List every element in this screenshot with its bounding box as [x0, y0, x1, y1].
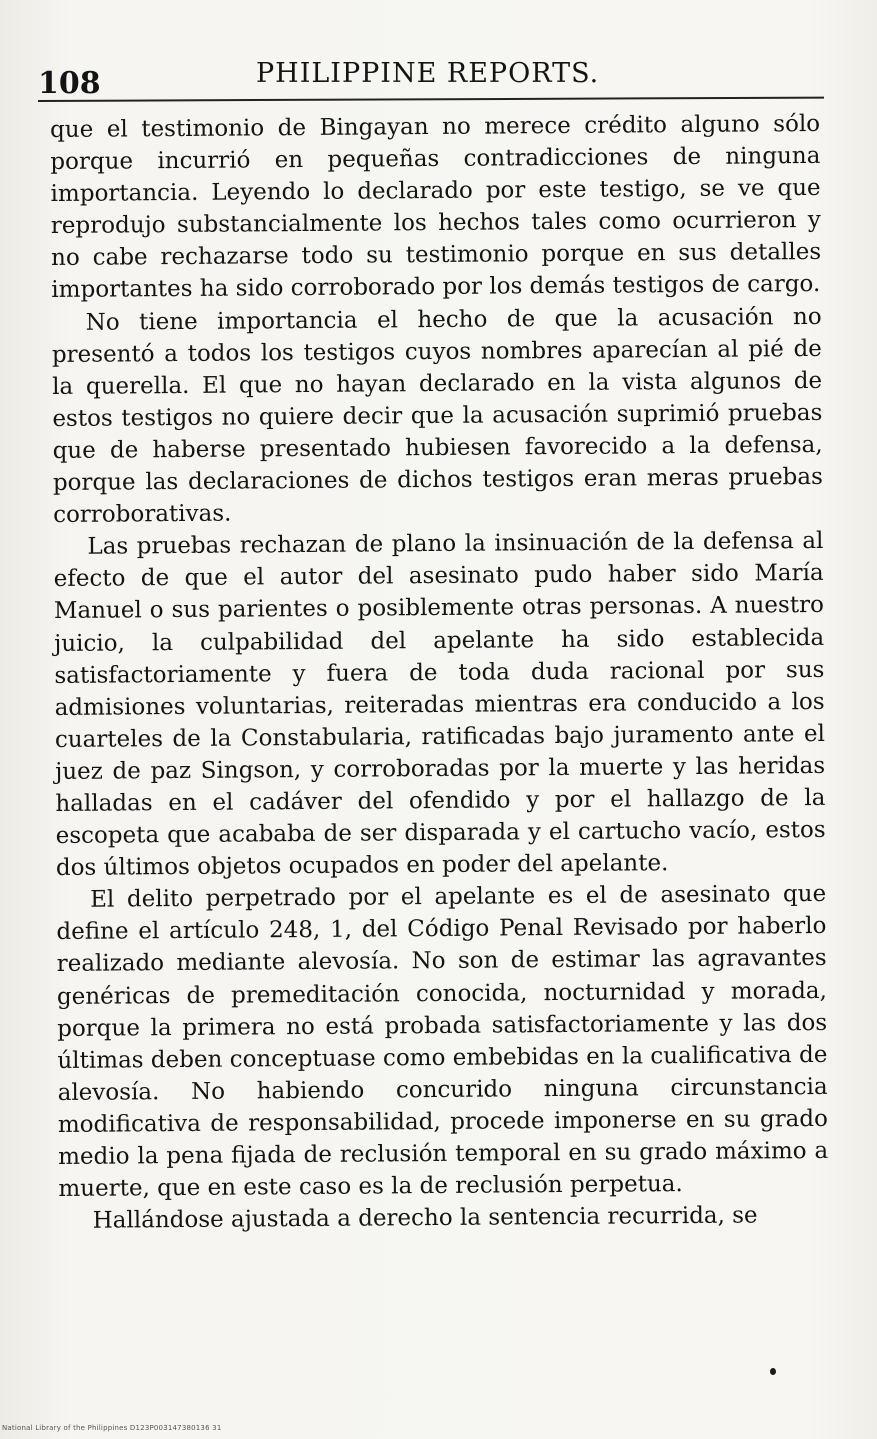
paragraph-4: El delito perpetrado por el apelante es el de asesinato que define el artículo 248, 1, del Código Penal Revisado por haberlo realizado mediante alevosía. No son de estimar las agravantes genéricas de premeditación conocida, nocturnidad y morada, porque la primera no está probada satisfactoriamente y las dos últimas deben conceptuase como embebidas en la cualificativa de alevosía. No habiendo concurido ninguna circunstancia modificativa de responsabilidad, procede imponerse en su grado medio la pena fijada de reclusión temporal en su grado máximo a muerte, que en este caso es la de reclusión perpetua.	[56, 881, 829, 1203]
running-head: PHILIPPINE REPORTS.	[256, 58, 600, 89]
paragraph-2: No tiene importancia el hecho de que la acusación no presentó a todos los testigos cuyos nombres aparecían al pié de la querella. El que no hayan declarado en la vista algunos de estos testigos no quiere decir que la acusación suprimió pruebas que de haberse presentado hubiesen favorecido a la defensa, porque las declaraciones de dichos testigos eran meras pruebas corroborativas.	[51, 303, 823, 529]
paragraph-1: que el testimonio de Bingayan no merece crédito alguno sólo porque incurrió en pequeñas contradicciones de ninguna importancia. Leyendo lo declarado por este testigo, se ve que reprodujo substancialmente los hechos tales como ocurrieron y no cabe rechazarse todo su testimonio porque en sus detalles importantes ha sido corroborado por los demás testigos de cargo.	[50, 110, 822, 304]
paragraph-5: Hallándose ajustada a derecho la sentencia recurrida, se	[92, 1202, 758, 1234]
page-header	[36, 52, 826, 102]
paragraph-3: Las pruebas rechazan de plano la insinuación de la defensa al efecto de que el autor del asesinato pudo haber sido María Manuel o sus parientes o posiblemente otras personas. A nuestro juicio, la culpabilidad del apelante ha sido establecida satisfactoriamente y fuera de toda duda racional por sus admisiones voluntarias, reiteradas mientras era conducido a los cuarteles de la Constabularia, ratificadas bajo juramento ante el juez de paz Singson, y corroboradas por la muerte y las heridas halladas en el cadáver del ofendido y por el hallazgo de la escopeta que acababa de ser disparada y el cartucho vacío, estos dos últimos objetos ocupados en poder del apelante.	[53, 528, 826, 882]
body-text	[50, 108, 829, 1237]
scan-credit: National Library of the Philippines D123P003147380136 31	[2, 1424, 222, 1432]
page-number: 108	[38, 66, 101, 101]
ink-mark	[770, 1368, 776, 1375]
